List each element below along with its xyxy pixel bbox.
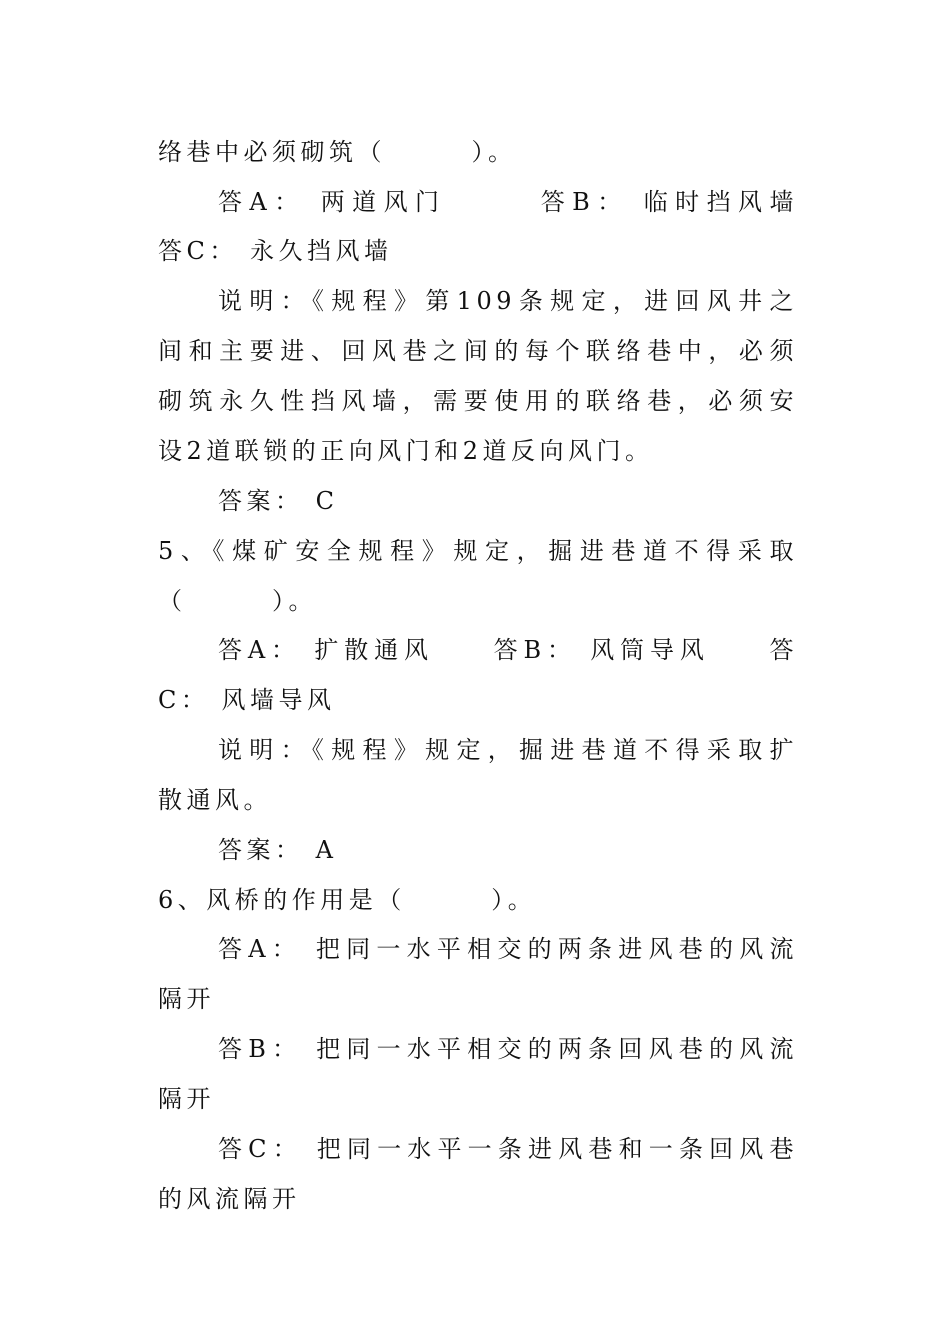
explanation-line: 设2道联锁的正向风门和2道反向风门。: [158, 437, 654, 465]
question-line: 6、风桥的作用是（ ）。: [158, 886, 537, 914]
answer-line: 答案： A: [218, 836, 338, 864]
question-line: （ ）。: [158, 587, 317, 615]
text-line: 络巷中必须砌筑（ ）。: [158, 138, 517, 166]
option-line: 答A： 两道风门 答B： 临时挡风墙: [218, 188, 798, 216]
explanation-line: 说明：《规程》规定，掘进巷道不得采取扩: [218, 736, 798, 764]
option-line: 答A： 扩散通风 答B： 风筒导风 答: [218, 636, 798, 664]
option-line: 答C： 永久挡风墙: [158, 237, 393, 265]
option-line: 答A： 把同一水平相交的两条进风巷的风流: [218, 935, 798, 963]
explanation-line: 说明：《规程》第109条规定，进回风井之: [218, 287, 798, 315]
answer-line: 答案： C: [218, 487, 339, 515]
option-line: 隔开: [158, 1085, 215, 1113]
option-line: 的风流隔开: [158, 1185, 301, 1213]
explanation-line: 间和主要进、回风巷之间的每个联络巷中，必须: [158, 337, 798, 365]
option-line: 答B： 把同一水平相交的两条回风巷的风流: [218, 1035, 798, 1063]
question-line: 5、《煤矿安全规程》规定，掘进巷道不得采取: [158, 537, 798, 565]
option-line: C： 风墙导风: [158, 686, 336, 714]
option-line: 答C： 把同一水平一条进风巷和一条回风巷: [218, 1135, 798, 1163]
explanation-line: 散通风。: [158, 786, 272, 814]
explanation-line: 砌筑永久性挡风墙，需要使用的联络巷，必须安: [158, 387, 798, 415]
option-line: 隔开: [158, 985, 215, 1013]
